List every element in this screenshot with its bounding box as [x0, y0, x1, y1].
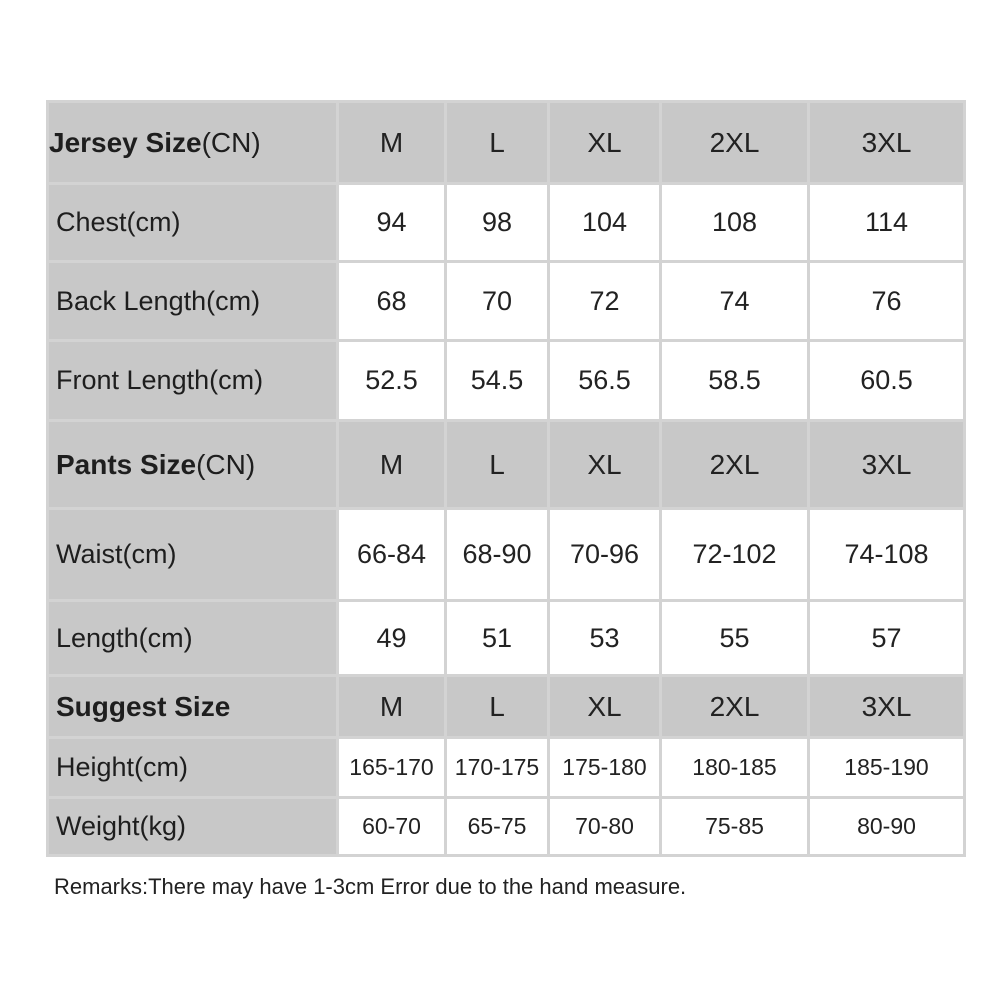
- table-row: [48, 798, 965, 856]
- value-cell: 60-70: [338, 798, 446, 856]
- value-cell: 108: [661, 184, 809, 262]
- jersey-size-title-text: Jersey Size: [49, 126, 202, 158]
- size-header-cell: L: [446, 421, 549, 509]
- size-header-cell: 2XL: [661, 421, 809, 509]
- size-header-cell: M: [338, 676, 446, 738]
- value-cell: 98: [446, 184, 549, 262]
- size-header-cell: 3XL: [809, 421, 965, 509]
- value-cell: 72-102: [661, 509, 809, 601]
- value-cell: 75-85: [661, 798, 809, 856]
- size-header-cell: 3XL: [809, 676, 965, 738]
- size-header-cell: 3XL: [809, 102, 965, 184]
- pants-size-title-text: Pants Size: [56, 448, 197, 480]
- size-chart-table: [46, 100, 966, 857]
- row-label: Chest(cm): [48, 184, 338, 262]
- value-cell: 104: [549, 184, 661, 262]
- value-cell: 60.5: [809, 341, 965, 421]
- row-label: Weight(kg): [48, 798, 338, 856]
- table-row: [48, 601, 965, 676]
- value-cell: 66-84: [338, 509, 446, 601]
- value-cell: 175-180: [549, 738, 661, 798]
- size-header-cell: L: [446, 102, 549, 184]
- pants-size-header-row: [48, 421, 965, 509]
- value-cell: 72: [549, 262, 661, 341]
- table-row: [48, 509, 965, 601]
- jersey-size-header-row: [48, 102, 965, 184]
- table-row: [48, 738, 965, 798]
- row-label: Front Length(cm): [48, 341, 338, 421]
- row-label: Back Length(cm): [48, 262, 338, 341]
- value-cell: 94: [338, 184, 446, 262]
- size-header-cell: XL: [549, 676, 661, 738]
- value-cell: 70-80: [549, 798, 661, 856]
- table-row: [48, 184, 965, 262]
- size-header-cell: XL: [549, 102, 661, 184]
- value-cell: 80-90: [809, 798, 965, 856]
- value-cell: 185-190: [809, 738, 965, 798]
- suggest-size-header-row: [48, 676, 965, 738]
- jersey-size-title: [48, 102, 338, 184]
- size-chart: [46, 100, 963, 857]
- value-cell: 74-108: [809, 509, 965, 601]
- value-cell: 70-96: [549, 509, 661, 601]
- value-cell: 170-175: [446, 738, 549, 798]
- value-cell: 53: [549, 601, 661, 676]
- table-row: [48, 262, 965, 341]
- value-cell: 70: [446, 262, 549, 341]
- jersey-size-title-suffix: (CN): [201, 126, 261, 158]
- value-cell: 56.5: [549, 341, 661, 421]
- value-cell: 57: [809, 601, 965, 676]
- value-cell: 68-90: [446, 509, 549, 601]
- value-cell: 165-170: [338, 738, 446, 798]
- value-cell: 51: [446, 601, 549, 676]
- value-cell: 58.5: [661, 341, 809, 421]
- table-row: [48, 341, 965, 421]
- pants-size-title: [48, 421, 338, 509]
- value-cell: 74: [661, 262, 809, 341]
- value-cell: 54.5: [446, 341, 549, 421]
- pants-size-title-suffix: (CN): [196, 448, 256, 480]
- suggest-size-title: Suggest Size: [48, 676, 338, 738]
- value-cell: 76: [809, 262, 965, 341]
- value-cell: 68: [338, 262, 446, 341]
- size-header-cell: M: [338, 102, 446, 184]
- size-header-cell: XL: [549, 421, 661, 509]
- value-cell: 65-75: [446, 798, 549, 856]
- row-label: Waist(cm): [48, 509, 338, 601]
- row-label: Height(cm): [48, 738, 338, 798]
- size-header-cell: 2XL: [661, 676, 809, 738]
- value-cell: 180-185: [661, 738, 809, 798]
- size-header-cell: L: [446, 676, 549, 738]
- row-label: Length(cm): [48, 601, 338, 676]
- value-cell: 114: [809, 184, 965, 262]
- value-cell: 49: [338, 601, 446, 676]
- remarks-note: Remarks:There may have 1-3cm Error due to the hand measure.: [54, 874, 687, 899]
- value-cell: 55: [661, 601, 809, 676]
- value-cell: 52.5: [338, 341, 446, 421]
- size-header-cell: M: [338, 421, 446, 509]
- size-header-cell: 2XL: [661, 102, 809, 184]
